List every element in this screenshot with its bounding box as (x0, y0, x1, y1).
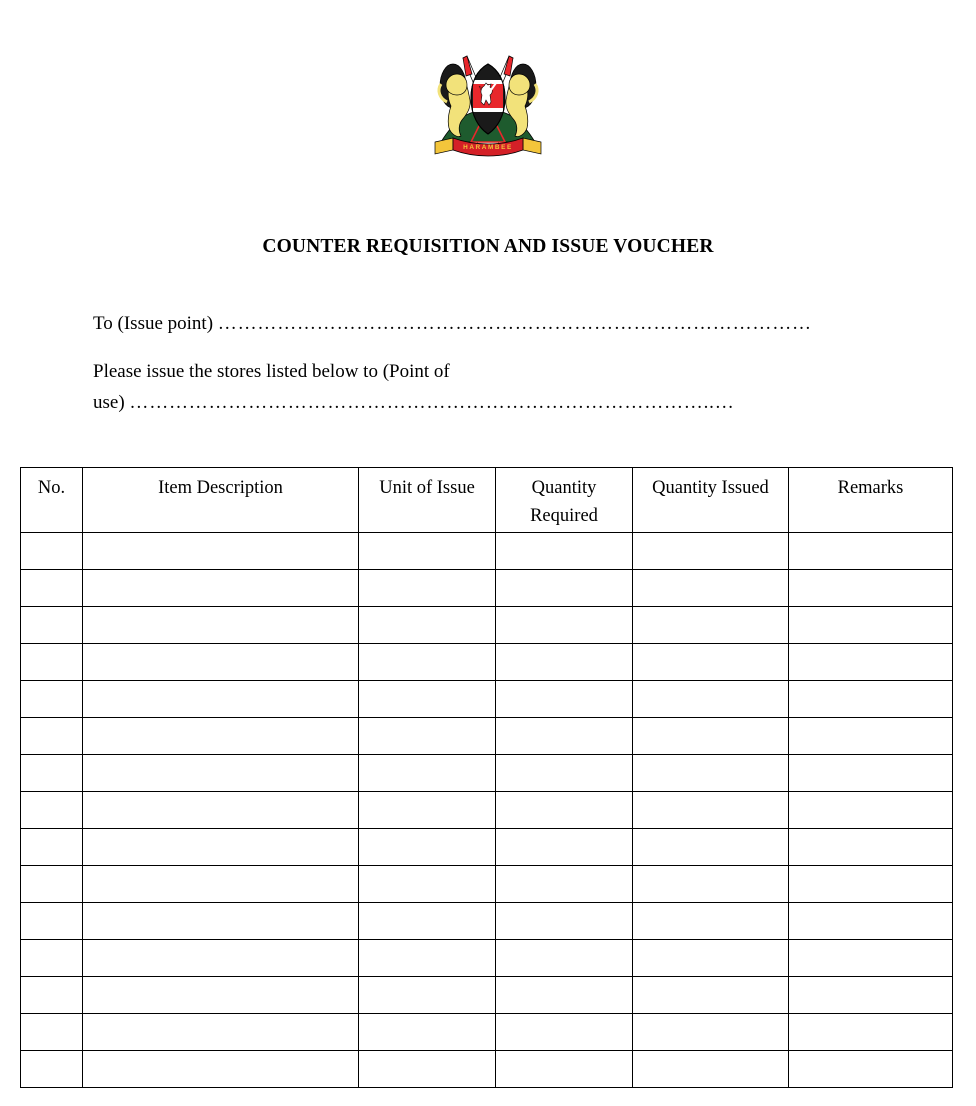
cell-item_description[interactable] (83, 940, 359, 977)
cell-item_description[interactable] (83, 1051, 359, 1088)
cell-quantity_issued[interactable] (633, 533, 789, 570)
cell-remarks[interactable] (789, 755, 953, 792)
table-row[interactable] (21, 903, 953, 940)
column-header-no: No. (21, 468, 83, 533)
issue-point-line (93, 308, 883, 339)
cell-quantity_required[interactable] (496, 718, 633, 755)
cell-remarks[interactable] (789, 792, 953, 829)
cell-no[interactable] (21, 829, 83, 866)
cell-no[interactable] (21, 570, 83, 607)
table-row[interactable] (21, 977, 953, 1014)
cell-quantity_required[interactable] (496, 866, 633, 903)
cell-no[interactable] (21, 681, 83, 718)
cell-remarks[interactable] (789, 570, 953, 607)
cell-remarks[interactable] (789, 718, 953, 755)
cell-quantity_issued[interactable] (633, 792, 789, 829)
cell-item_description[interactable] (83, 1014, 359, 1051)
cell-quantity_required[interactable] (496, 940, 633, 977)
cell-item_description[interactable] (83, 829, 359, 866)
cell-no[interactable] (21, 940, 83, 977)
cell-remarks[interactable] (789, 829, 953, 866)
cell-item_description[interactable] (83, 533, 359, 570)
cell-quantity_issued[interactable] (633, 1051, 789, 1088)
cell-item_description[interactable] (83, 755, 359, 792)
cell-unit_of_issue[interactable] (359, 977, 496, 1014)
cell-quantity_required[interactable] (496, 977, 633, 1014)
cell-unit_of_issue[interactable] (359, 903, 496, 940)
table-row[interactable] (21, 607, 953, 644)
cell-unit_of_issue[interactable] (359, 940, 496, 977)
cell-item_description[interactable] (83, 903, 359, 940)
column-header-item-description: Item Description (83, 468, 359, 533)
cell-unit_of_issue[interactable] (359, 755, 496, 792)
table-row[interactable] (21, 1051, 953, 1088)
instruction-line-1: Please issue the stores listed below to (Point of (93, 361, 450, 382)
cell-no[interactable] (21, 1051, 83, 1088)
table-row[interactable] (21, 829, 953, 866)
cell-no[interactable] (21, 903, 83, 940)
cell-no[interactable] (21, 755, 83, 792)
cell-item_description[interactable] (83, 607, 359, 644)
cell-quantity_required[interactable] (496, 903, 633, 940)
point-of-use-leader: ……………………………………………………………………………..… (129, 392, 735, 413)
cell-unit_of_issue[interactable] (359, 866, 496, 903)
cell-no[interactable] (21, 718, 83, 755)
column-header-quantity-issued: Quantity Issued (633, 468, 789, 533)
cell-quantity_issued[interactable] (633, 977, 789, 1014)
cell-remarks[interactable] (789, 903, 953, 940)
cell-quantity_required[interactable] (496, 607, 633, 644)
cell-item_description[interactable] (83, 718, 359, 755)
cell-no[interactable] (21, 644, 83, 681)
cell-quantity_issued[interactable] (633, 755, 789, 792)
cell-item_description[interactable] (83, 792, 359, 829)
cell-quantity_required[interactable] (496, 755, 633, 792)
cell-quantity_required[interactable] (496, 792, 633, 829)
cell-remarks[interactable] (789, 681, 953, 718)
cell-no[interactable] (21, 792, 83, 829)
issue-point-label: To (Issue point) (93, 313, 218, 334)
point-of-use-line (93, 387, 883, 418)
column-header-unit-of-issue: Unit of Issue (359, 468, 496, 533)
table-row[interactable] (21, 718, 953, 755)
table-header (21, 468, 953, 533)
cell-unit_of_issue[interactable] (359, 718, 496, 755)
cell-quantity_issued[interactable] (633, 903, 789, 940)
cell-quantity_required[interactable] (496, 644, 633, 681)
cell-remarks[interactable] (789, 977, 953, 1014)
cell-quantity_required[interactable] (496, 681, 633, 718)
cell-quantity_issued[interactable] (633, 1014, 789, 1051)
kenya-coat-of-arms-icon (427, 50, 549, 162)
cell-no[interactable] (21, 1014, 83, 1051)
svg-text:HARAMBEE: HARAMBEE (463, 144, 513, 151)
intro-block (93, 308, 883, 418)
cell-quantity_issued[interactable] (633, 644, 789, 681)
cell-item_description[interactable] (83, 866, 359, 903)
column-header-quantity-required: Quantity Required (496, 468, 633, 533)
cell-unit_of_issue[interactable] (359, 829, 496, 866)
cell-unit_of_issue[interactable] (359, 644, 496, 681)
cell-quantity_issued[interactable] (633, 570, 789, 607)
cell-quantity_issued[interactable] (633, 866, 789, 903)
cell-no[interactable] (21, 533, 83, 570)
cell-item_description[interactable] (83, 681, 359, 718)
voucher-table (20, 467, 953, 1088)
crest-container (0, 50, 976, 165)
page-title: COUNTER REQUISITION AND ISSUE VOUCHER (262, 236, 714, 257)
table-row[interactable] (21, 755, 953, 792)
cell-remarks[interactable] (789, 607, 953, 644)
cell-unit_of_issue[interactable] (359, 1014, 496, 1051)
table-row[interactable] (21, 792, 953, 829)
cell-quantity_required[interactable] (496, 1014, 633, 1051)
table-row[interactable] (21, 533, 953, 570)
cell-remarks[interactable] (789, 1014, 953, 1051)
cell-item_description[interactable] (83, 570, 359, 607)
cell-quantity_issued[interactable] (633, 681, 789, 718)
cell-quantity_required[interactable] (496, 533, 633, 570)
cell-item_description[interactable] (83, 977, 359, 1014)
cell-quantity_required[interactable] (496, 829, 633, 866)
cell-unit_of_issue[interactable] (359, 570, 496, 607)
table-row[interactable] (21, 644, 953, 681)
cell-quantity_required[interactable] (496, 570, 633, 607)
cell-no[interactable] (21, 607, 83, 644)
table-row[interactable] (21, 1014, 953, 1051)
point-of-use-label: use) (93, 392, 130, 413)
column-header-remarks: Remarks (789, 468, 953, 533)
issue-point-leader: ……………………………………………………………………………… (217, 313, 812, 334)
cell-unit_of_issue[interactable] (359, 792, 496, 829)
cell-quantity_issued[interactable] (633, 607, 789, 644)
cell-remarks[interactable] (789, 940, 953, 977)
table-row[interactable] (21, 940, 953, 977)
cell-no[interactable] (21, 977, 83, 1014)
cell-remarks[interactable] (789, 533, 953, 570)
cell-quantity_issued[interactable] (633, 718, 789, 755)
cell-unit_of_issue[interactable] (359, 533, 496, 570)
table-row[interactable] (21, 866, 953, 903)
table-row[interactable] (21, 681, 953, 718)
cell-quantity_issued[interactable] (633, 829, 789, 866)
cell-unit_of_issue[interactable] (359, 607, 496, 644)
cell-item_description[interactable] (83, 644, 359, 681)
table-row[interactable] (21, 570, 953, 607)
table-header-row (21, 468, 953, 533)
table-body (21, 533, 953, 1088)
cell-no[interactable] (21, 866, 83, 903)
cell-unit_of_issue[interactable] (359, 681, 496, 718)
cell-remarks[interactable] (789, 1051, 953, 1088)
cell-quantity_required[interactable] (496, 1051, 633, 1088)
cell-remarks[interactable] (789, 866, 953, 903)
cell-unit_of_issue[interactable] (359, 1051, 496, 1088)
cell-remarks[interactable] (789, 644, 953, 681)
cell-quantity_issued[interactable] (633, 940, 789, 977)
